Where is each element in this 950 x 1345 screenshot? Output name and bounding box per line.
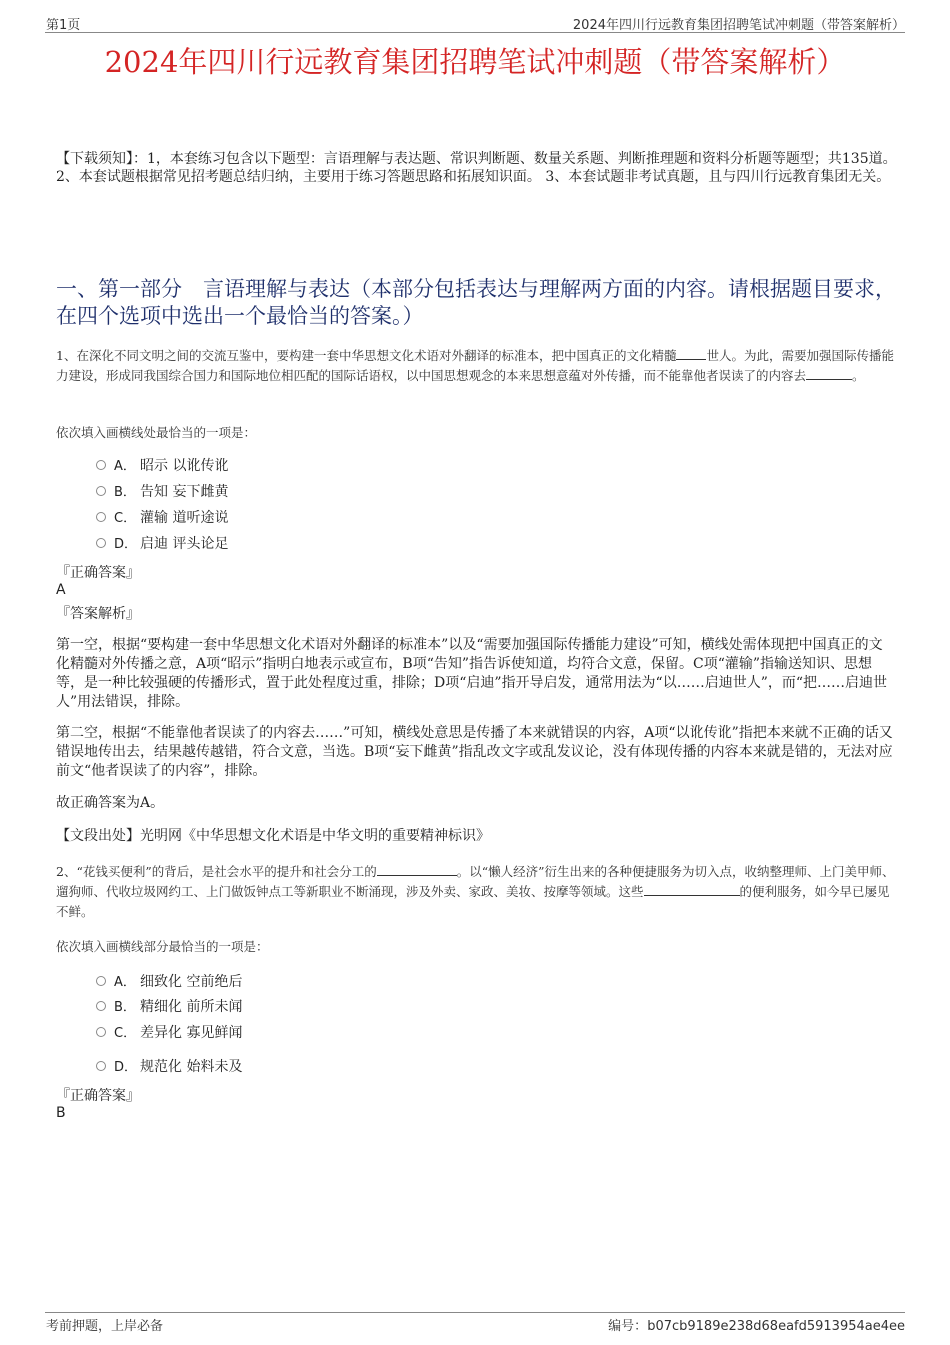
page-number: 第1页 <box>46 18 81 33</box>
blank-line <box>806 367 852 380</box>
question-1-answer-label: 『正确答案』 <box>56 565 140 581</box>
radio-icon[interactable] <box>96 512 106 522</box>
question-2-stem: 2、“花钱买便利”的背后，是社会水平的提升和社会分工的 。以“懒人经济”衍生出来的各种便捷服务为切入点，收纳整理师、上门美甲师、遛狗师、代收垃圾网约工、上门做饭钟点工等新职业不断涌现，涉及外卖、家政、美妆、按摩等领域。这些 的便利服务，如今早已屡见不鲜。 <box>56 864 895 919</box>
radio-icon[interactable] <box>96 1001 106 1011</box>
question-1-source: 【文段出处】光明网《中华思想文化术语是中华文明的重要精神标识》 <box>56 828 490 844</box>
question-2-option-a[interactable]: A． 细致化 空前绝后 <box>96 972 242 993</box>
radio-icon[interactable] <box>96 486 106 496</box>
question-2-option-d[interactable]: D． 规范化 始料未及 <box>96 1057 242 1078</box>
question-1-option-a[interactable]: A． 昭示 以讹传讹 <box>96 456 228 477</box>
question-1-analysis-p2: 第二空，根据“不能靠他者误读了的内容去……”可知，横线处意思是传播了本来就错误的内容，A项“以讹传讹”指把本来就不正确的话又错误地传出去，结果越传越错，符合文意，当选。B项“妄下雌黄”指乱改文字或乱发议论，没有体现传播的内容本来就是错的，无法对应前文“他者误读了的内容”，排除。 <box>56 725 893 779</box>
radio-icon[interactable] <box>96 538 106 548</box>
question-1-analysis-label: 『答案解析』 <box>56 606 140 622</box>
question-1-stem: 1、在深化不同文明之间的交流互鉴中，要构建一套中华思想文化术语对外翻译的标准本，把中国真正的文化精髓 世人。为此，需要加强国际传播能力建设，形成同我国综合国力和国际地位相匹配的国际话语权，以中国思想观念的本来思想意蕴对外传播，而不能靠他者误读了的内容去 。 <box>56 348 894 383</box>
radio-icon[interactable] <box>96 1061 106 1071</box>
question-2-option-c[interactable]: C． 差异化 寡见鲜闻 <box>96 1023 242 1044</box>
question-2-instruction: 依次填入画横线部分最恰当的一项是： <box>56 939 269 954</box>
document-title: 2024年四川行远教育集团招聘笔试冲刺题（带答案解析） <box>104 45 846 79</box>
download-notice: 【下载须知】：1，本套练习包含以下题型：言语理解与表达题、常识判断题、数量关系题、判断推理题和资料分析题等题型；共135道。 2、本套试题根据常见招考题总结归纳，主要用于练习答题思路和拓展知识面。 3、本套试题非考试真题，且与四川行远教育集团无关。 <box>56 151 897 185</box>
question-2-option-b[interactable]: B． 精细化 前所未闻 <box>96 997 242 1018</box>
question-1-conclusion: 故正确答案为A。 <box>56 795 165 811</box>
radio-icon[interactable] <box>96 460 106 470</box>
footer-slogan: 考前押题，上岸必备 <box>46 1319 164 1334</box>
header-divider <box>45 32 905 33</box>
question-1-instruction: 依次填入画横线处最恰当的一项是： <box>56 425 257 440</box>
section-heading: 一、第一部分 言语理解与表达（本部分包括表达与理解两方面的内容。请根据题目要求，在四个选项中选出一个最恰当的答案。） <box>56 277 896 328</box>
footer-divider <box>45 1312 905 1313</box>
question-1-option-b[interactable]: B． 告知 妄下雌黄 <box>96 482 228 503</box>
question-2-answer: B <box>56 1105 66 1121</box>
header-doc-title: 2024年四川行远教育集团招聘笔试冲刺题（带答案解析） <box>572 18 905 33</box>
question-2-answer-label: 『正确答案』 <box>56 1088 140 1104</box>
radio-icon[interactable] <box>96 1027 106 1037</box>
question-1-option-d[interactable]: D． 启迪 评头论足 <box>96 534 228 555</box>
question-1-option-c[interactable]: C． 灌输 道听途说 <box>96 508 228 529</box>
blank-line <box>644 883 740 896</box>
radio-icon[interactable] <box>96 976 106 986</box>
blank-line <box>377 863 457 876</box>
question-1-answer: A <box>56 582 66 598</box>
document-code: 编号：b07cb9189e238d68eafd5913954ae4ee <box>608 1319 905 1334</box>
question-1-analysis-p1: 第一空，根据“要构建一套中华思想文化术语对外翻译的标准本”以及“需要加强国际传播能力建设”可知，横线处需体现把中国真正的文化精髓对外传播之意，A项“昭示”指明白地表示或宣布，B项“告知”指告诉使知道，均符合文意，保留。C项“灌输”指输送知识、思想等，是一种比较强硬的传播形式，置于此处程度过重，排除；D项“启迪”指开导启发，通常用法为“以……启迪世人”，而“把……启迪世人”用法错误，排除。 <box>56 637 888 710</box>
blank-line <box>676 347 706 360</box>
